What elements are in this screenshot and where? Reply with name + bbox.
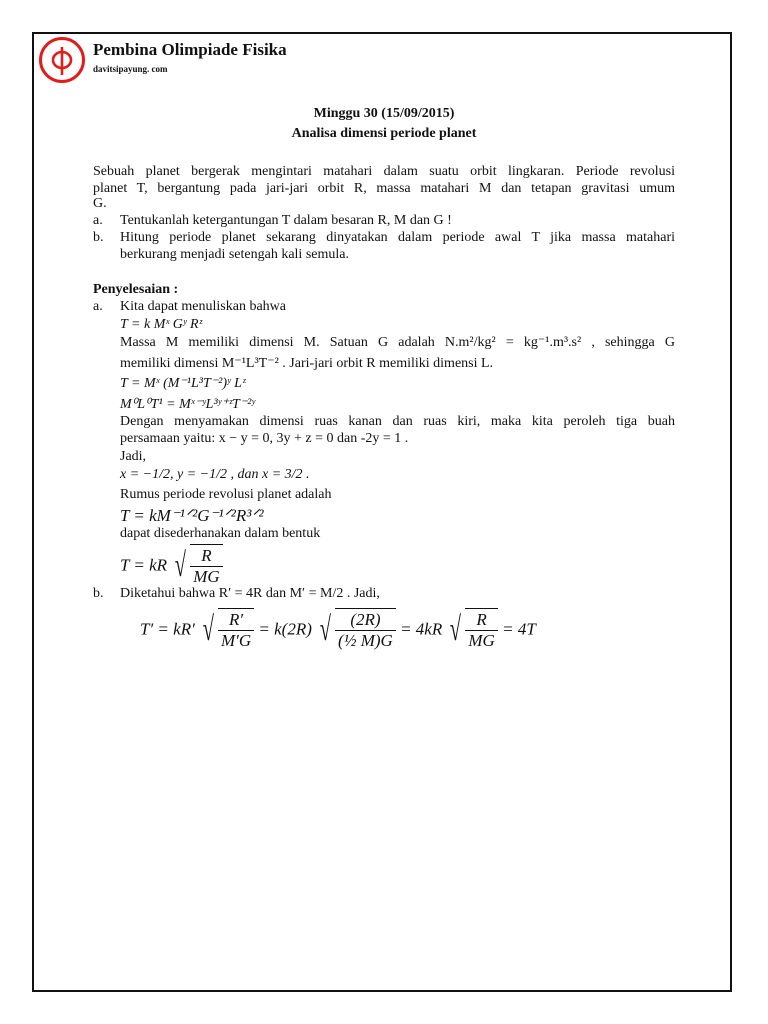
fraction-numerator: R′	[218, 610, 254, 631]
problem-intro-line: planet T, bergantung pada jari-jari orbit R, massa matahari M dan tetapan gravitasi umum	[93, 181, 675, 196]
equation-3: M⁰L⁰T¹ = Mˣ⁻ʸL³ʸ⁺ᶻT⁻²ʸ	[120, 397, 255, 412]
fraction	[465, 610, 497, 651]
phi-logo	[39, 37, 85, 83]
sqrt-symbol	[199, 608, 254, 651]
radical-sign: √	[450, 610, 462, 648]
problem-intro-line: G.	[93, 196, 107, 211]
fraction-denominator: M′G	[220, 631, 252, 650]
sqrt-symbol	[316, 608, 396, 651]
item-b-marker: b.	[93, 230, 104, 245]
item-a-marker: a.	[93, 213, 103, 228]
page-title-week: Minggu 30 (15/09/2015)	[313, 106, 455, 121]
equation-6-term: = 4kR	[400, 619, 443, 639]
equation-6-term: = 4T	[502, 619, 536, 639]
part-a-marker: a.	[93, 299, 103, 314]
equation-6	[140, 608, 536, 651]
equation-1: T = k Mˣ Gʸ Rᶻ	[120, 317, 202, 332]
fraction-numerator: R	[190, 546, 222, 567]
radical-sign: √	[202, 610, 214, 648]
phi-logo-icon	[42, 40, 82, 80]
fraction-denominator: (½ M)G	[338, 631, 393, 650]
fraction-denominator: MG	[468, 631, 495, 650]
fraction-numerator: (2R)	[335, 610, 396, 631]
fraction	[218, 610, 254, 651]
rumus-label: Rumus periode revolusi planet adalah	[120, 487, 332, 502]
problem-item-b-line: berkurang menjadi setengah kali semula.	[120, 247, 349, 262]
problem-item-b-line: Hitung periode planet sekarang dinyatakan dalam periode awal T jika massa matahari	[120, 230, 675, 245]
problem-item-a: Tentukanlah ketergantungan T dalam besaran R, M dan G !	[120, 213, 452, 228]
sqrt-body	[190, 544, 222, 587]
problem-intro-line: Sebuah planet bergerak mengintari matahari dalam suatu orbit lingkaran. Periode revolusi	[93, 164, 675, 179]
part-b-intro: Diketahui bahwa R′ = 4R dan M′ = M/2 . Jadi,	[120, 586, 380, 601]
sqrt-body	[218, 608, 254, 651]
dengan-line: persamaan yaitu: x − y = 0, 3y + z = 0 dan -2y = 1 .	[120, 431, 409, 446]
equation-6-term: = k(2R)	[258, 619, 312, 639]
equation-4: T = kM⁻¹ᐟ²G⁻¹ᐟ²R³ᐟ²	[120, 506, 264, 525]
fraction	[190, 546, 222, 587]
solved-exponents: x = −1/2, y = −1/2 , dan x = 3/2 .	[120, 467, 310, 482]
sqrt-symbol	[171, 544, 222, 587]
radical-sign: √	[319, 610, 332, 648]
equation-6-term: T′ = kR′	[140, 619, 195, 639]
equation-5-lhs: T = kR	[120, 555, 168, 575]
fraction-denominator: MG	[193, 567, 220, 586]
equation-5	[120, 544, 223, 587]
org-website: davitsipayung. com	[93, 64, 168, 74]
part-b-marker: b.	[93, 586, 104, 601]
fraction-numerator: R	[465, 610, 497, 631]
sqrt-body	[335, 608, 396, 651]
massa-line: memiliki dimensi M⁻¹L³T⁻² . Jari-jari orbit R memiliki dimensi L.	[120, 356, 494, 371]
fraction	[335, 610, 396, 651]
equation-2: T = Mˣ (M⁻¹L³T⁻²)ʸ Lᶻ	[120, 376, 246, 391]
sqrt-body	[465, 608, 497, 651]
simplify-label: dapat disederhanakan dalam bentuk	[120, 526, 321, 541]
page-title-topic: Analisa dimensi periode planet	[291, 126, 477, 141]
part-a-intro: Kita dapat menuliskan bahwa	[120, 299, 287, 314]
org-name: Pembina Olimpiade Fisika	[93, 40, 287, 59]
sqrt-symbol	[446, 608, 497, 651]
dengan-line: Dengan menyamakan dimensi ruas kanan dan ruas kiri, maka kita peroleh tiga buah	[120, 414, 675, 429]
massa-line: Massa M memiliki dimensi M. Satuan G adalah N.m²/kg² = kg⁻¹.m³.s² , sehingga G	[120, 335, 675, 350]
solution-heading: Penyelesaian :	[93, 282, 179, 297]
radical-sign: √	[175, 546, 187, 584]
jadi-label: Jadi,	[120, 449, 147, 464]
